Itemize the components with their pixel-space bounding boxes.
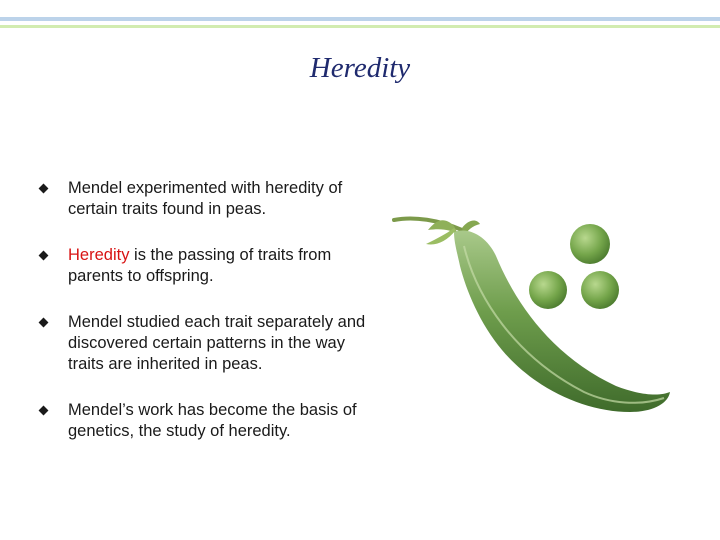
top-decorative-rule-blue <box>0 17 720 21</box>
pea-pod <box>454 230 670 412</box>
bullet-marker-icon <box>39 406 49 416</box>
pea-pod-image <box>384 186 674 426</box>
bullet-text: Mendel experimented with heredity of certain traits found in peas. <box>68 179 343 218</box>
bullet-text: Mendel studied each trait separately and discovered certain patterns in the way traits are inherited in peas. <box>68 313 366 373</box>
pea <box>529 271 567 309</box>
bullet-item <box>40 400 385 442</box>
pea <box>581 271 619 309</box>
pea <box>570 224 610 264</box>
bullet-item <box>40 312 385 375</box>
bullet-text: is the passing of traits from parents to offspring. <box>68 246 332 285</box>
bullet-marker-icon <box>39 251 49 261</box>
bullet-marker-icon <box>39 184 49 194</box>
slide-title: Heredity <box>309 52 411 84</box>
top-decorative-rule-green <box>0 25 720 28</box>
bullet-item <box>40 178 385 220</box>
bullet-marker-icon <box>39 318 49 328</box>
highlighted-term: Heredity <box>68 246 130 264</box>
bullet-list <box>40 178 385 467</box>
bullet-text: Mendel’s work has become the basis of genetics, the study of heredity. <box>68 401 357 440</box>
bullet-item <box>40 245 385 287</box>
